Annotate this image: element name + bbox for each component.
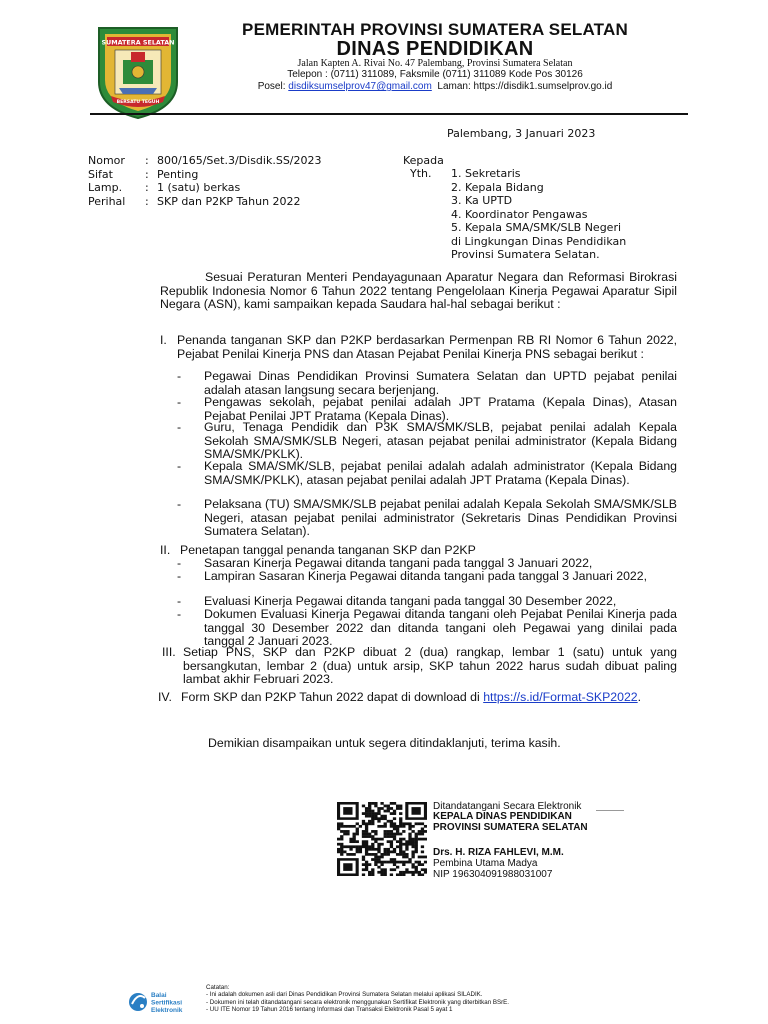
meta-colon: : [145,181,149,194]
bullet-text: Sasaran Kinerja Pegawai ditanda tangani pada tanggal 3 Januari 2022, [204,556,593,570]
section-2-text: Penetapan tanggal penanda tanganan SKP dan P2KP [180,543,476,557]
bsre-logo [128,988,194,1016]
intro-paragraph: Sesuai Peraturan Menteri Pendayagunaan Aparatur Negara dan Reformasi Birokrasi Republik Indonesia Nomor 6 Tahun 2022 tentang Pengelolaan Kinerja Pegawai Aparatur Sipil Negara (ASN), kami sampaikan kepada Saudara hal-hal sebagai berikut : [160,270,677,311]
svg-text:SUMATERA SELATAN: SUMATERA SELATAN [101,38,175,47]
bullet-dash: - [177,594,182,608]
section-1-bullet [177,460,677,487]
meta-colon: : [145,167,149,181]
bullet-dash: - [177,569,182,583]
email-link[interactable]: disdiksumselprov47@gmail.com [288,81,432,92]
bullet-dash: - [177,459,182,473]
meta-row-sifat [88,168,322,182]
bullet-text: Guru, Tenaga Pendidik dan P3K SMA/SMK/SLB, pejabat penilai adalah Kepala Sekolah SMA/SMK/SLB Negeri, atasan pejabat penilai administrator (Kepala Bidang SMA/SMK/PKLK). [204,420,677,461]
section-3-text: Setiap PNS, SKP dan P2KP dibuat 2 (dua) rangkap, lembar 1 (satu) untuk yang bersangkutan, lembar 2 (dua) untuk arsip, SKP tahun 2022 harus sudah dibuat paling lambat akhir Februari 2023. [183,645,677,686]
section-2-bullet [177,608,677,649]
department-heading: DINAS PENDIDIKAN [336,38,534,60]
svg-text:Balai: Balai [151,992,167,999]
signer-title-2: PROVINSI SUMATERA SELATAN [433,822,588,833]
meta-colon: : [145,154,149,167]
bullet-text: Evaluasi Kinerja Pegawai ditanda tangani pada tanggal 30 Desember 2022, [204,594,617,608]
bullet-text: Pelaksana (TU) SMA/SMK/SLB pejabat penilai adalah Kepala Sekolah SMA/SMK/SLB Negeri, atasan pejabat penilai administrator (Sekretaris Dinas Pendidikan Provinsi Sumatera Selatan). [204,497,677,538]
section-3-number: III. [162,645,176,659]
section-2-bullet [177,570,677,584]
letter-date: Palembang, 3 Januari 2023 [447,127,596,140]
bullet-text: Kepala SMA/SMK/SLB, pejabat penilai adalah adalah administrator (Kepala Bidang SMA/SMK/PKLK), atasan pejabat penilai adalah JPT Pratama (Kepala Dinas). [204,459,677,487]
note-line: - Ini adalah dokumen asli dari Dinas Pendidikan Provinsi Sumatera Selatan melalui aplikasi SILADIK. [206,991,483,999]
bullet-dash: - [177,420,182,434]
bullet-dash: - [177,556,182,570]
section-1-bullet [177,421,677,462]
note-line: - Dokumen ini telah ditandatangani secara elektronik menggunakan Sertifikat Elektronik yang diterbitkan BSrE. [206,998,510,1006]
recipient-item: di Lingkungan Dinas Pendidikan [451,234,627,248]
meta-row-perihal [88,195,322,209]
section-1-text: Penanda tanganan SKP dan P2KP berdasarkan Permenpan RB RI Nomor 6 Tahun 2022, Pejabat Penilai Kinerja PNS dan Atasan Pejabat Penilai Kinerja PNS sebagai berikut : [177,333,677,361]
footer-notes [206,984,509,1013]
meta-value: 800/165/Set.3/Disdik.SS/2023 [157,154,322,167]
section-1-bullet [177,498,677,539]
bullet-text: Pengawas sekolah, pejabat penilai adalah JPT Pratama (Kepala Dinas), Atasan Pejabat Penilai JPT Pratama (Kepala Dinas). [204,395,677,423]
section-4-end: . [637,690,642,704]
bullet-dash: - [177,369,182,383]
signature-line [596,810,624,811]
recipient-item: Provinsi Sumatera Selatan. [451,248,600,261]
letter-meta [88,154,322,208]
section-1-bullet [177,396,677,423]
qr-code [337,802,427,876]
signer-rank: Pembina Utama Madya [433,858,538,869]
addressee-kepada: Kepada [403,154,444,167]
recipient-item: 4. Koordinator Pengawas [451,207,588,221]
meta-colon: : [145,194,149,208]
meta-value: Penting [157,167,199,181]
section-4-body: Form SKP dan P2KP Tahun 2022 dapat di download di [181,690,484,704]
meta-row-lamp [88,181,322,195]
province-logo [93,20,183,120]
recipient-item: 5. Kepala SMA/SMK/SLB Negeri [451,221,622,234]
closing-line: Demikian disampaikan untuk segera ditindaklanjuti, terima kasih. [208,736,561,750]
website-label: Laman: https://disdik1.sumselprov.go.id [437,81,613,92]
bullet-text: Dokumen Evaluasi Kinerja Pegawai ditanda tangani oleh Pejabat Penilai Kinerja pada tanggal 30 Desember 2022 dan ditanda tangani oleh Pegawai yang dinilai pada tanggal 2 Januari 2023. [204,607,677,648]
signer-name: Drs. H. RIZA FAHLEVI, M.M. [433,847,564,858]
bullet-text: Pegawai Dinas Pendidikan Provinsi Sumatera Selatan dan UPTD pejabat penilai adalah atasan langsung secara berjenjang. [204,369,677,397]
meta-value: 1 (satu) berkas [157,181,241,194]
meta-row-nomor [88,154,322,168]
section-1-bullet [177,370,677,397]
office-phone: Telepon : (0711) 311089, Faksmile (0711) 311089 Kode Pos 30126 [287,69,583,80]
government-heading: PEMERINTAH PROVINSI SUMATERA SELATAN [242,20,628,39]
meta-key: Sifat [88,167,113,181]
recipient-item: 2. Kepala Bidang [451,180,544,194]
section-2-number: II. [160,543,171,557]
meta-key: Lamp. [88,181,123,194]
meta-value: SKP dan P2KP Tahun 2022 [157,194,301,208]
section-1-number: I. [160,333,167,347]
notes-title: Catatan: [206,984,230,991]
svg-text:Sertifikasi: Sertifikasi [151,999,183,1007]
svg-text:BERSATU TEGUH: BERSATU TEGUH [116,100,160,105]
signature-electronic-note: Ditandatangani Secara Elektronik [433,801,582,812]
header-divider [90,113,688,115]
note-line: - UU ITE Nomor 19 Tahun 2016 tentang Informasi dan Transaksi Elektronik Pasal 5 ayat 1 [206,1005,453,1013]
section-4-number: IV. [158,690,172,704]
bullet-dash: - [177,607,182,621]
recipient-item: 1. Sekretaris [451,167,521,180]
section-4-text [181,691,677,705]
email-label: Posel: [257,81,286,92]
bullet-dash: - [177,497,182,511]
contact-line [190,81,680,92]
bullet-dash: - [177,395,182,409]
recipient-item: 3. Ka UPTD [451,194,513,207]
recipient-list [451,167,626,262]
meta-key: Nomor [88,154,125,167]
addressee-yth: Yth. [410,167,432,180]
svg-text:Elektronik: Elektronik [151,1007,183,1014]
bullet-text: Lampiran Sasaran Kinerja Pegawai ditanda tangani pada tanggal 3 Januari 2022, [204,569,648,583]
signer-nip: NIP 196304091988031007 [433,869,553,880]
signer-title-1: KEPALA DINAS PENDIDIKAN [433,811,572,822]
download-link[interactable]: https://s.id/Format-SKP2022 [483,690,638,704]
office-address: Jalan Kapten A. Rivai No. 47 Palembang, Provinsi Sumatera Selatan [297,58,573,69]
meta-key: Perihal [88,194,126,208]
